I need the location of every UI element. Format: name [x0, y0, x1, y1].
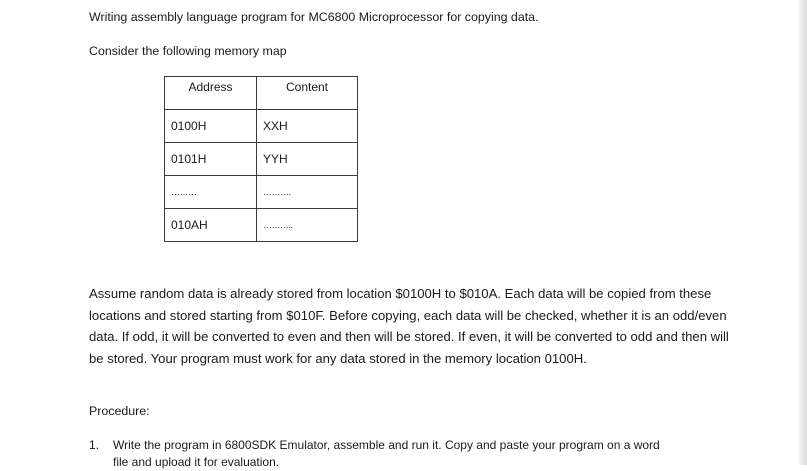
procedure-step	[89, 437, 729, 471]
step-number: 1.	[89, 438, 100, 452]
memory-map-table	[164, 76, 358, 242]
content-cell: ……….	[257, 176, 358, 209]
address-cell: 010AH	[165, 209, 257, 242]
content-cell: YYH	[257, 143, 358, 176]
address-cell: 0100H	[165, 110, 257, 143]
instructions-paragraph: Assume random data is already stored from location $0100H to $010A. Each data will be copied from these locations and stored starting from $010F. Before copying, each data will be checked, whether it is an odd/even data. If odd, it will be converted to even and then will be stored. If even, it will be converted to odd and then will be stored. Your program must work for any data stored in the memory location 0100H.	[89, 286, 729, 366]
step-text-continued: file and upload it for evaluation.	[113, 455, 280, 469]
content-cell: ………..	[257, 209, 358, 242]
procedure-heading: Procedure:	[89, 404, 150, 418]
page-edge-shadow	[797, 0, 807, 465]
content-cell: XXH	[257, 110, 358, 143]
table-row	[165, 209, 358, 242]
address-cell: ………	[165, 176, 257, 209]
column-header-content: Content	[257, 77, 358, 110]
column-header-address: Address	[165, 77, 257, 110]
table-row	[165, 176, 358, 209]
address-cell: 0101H	[165, 143, 257, 176]
table-row	[165, 110, 358, 143]
table-header-row	[165, 77, 358, 110]
table-row	[165, 143, 358, 176]
step-text: Write the program in 6800SDK Emulator, assemble and run it. Copy and paste your program on a word	[113, 438, 660, 452]
document-title: Writing assembly language program for MC6800 Microprocessor for copying data.	[89, 10, 539, 24]
document-subtitle: Consider the following memory map	[89, 44, 287, 58]
